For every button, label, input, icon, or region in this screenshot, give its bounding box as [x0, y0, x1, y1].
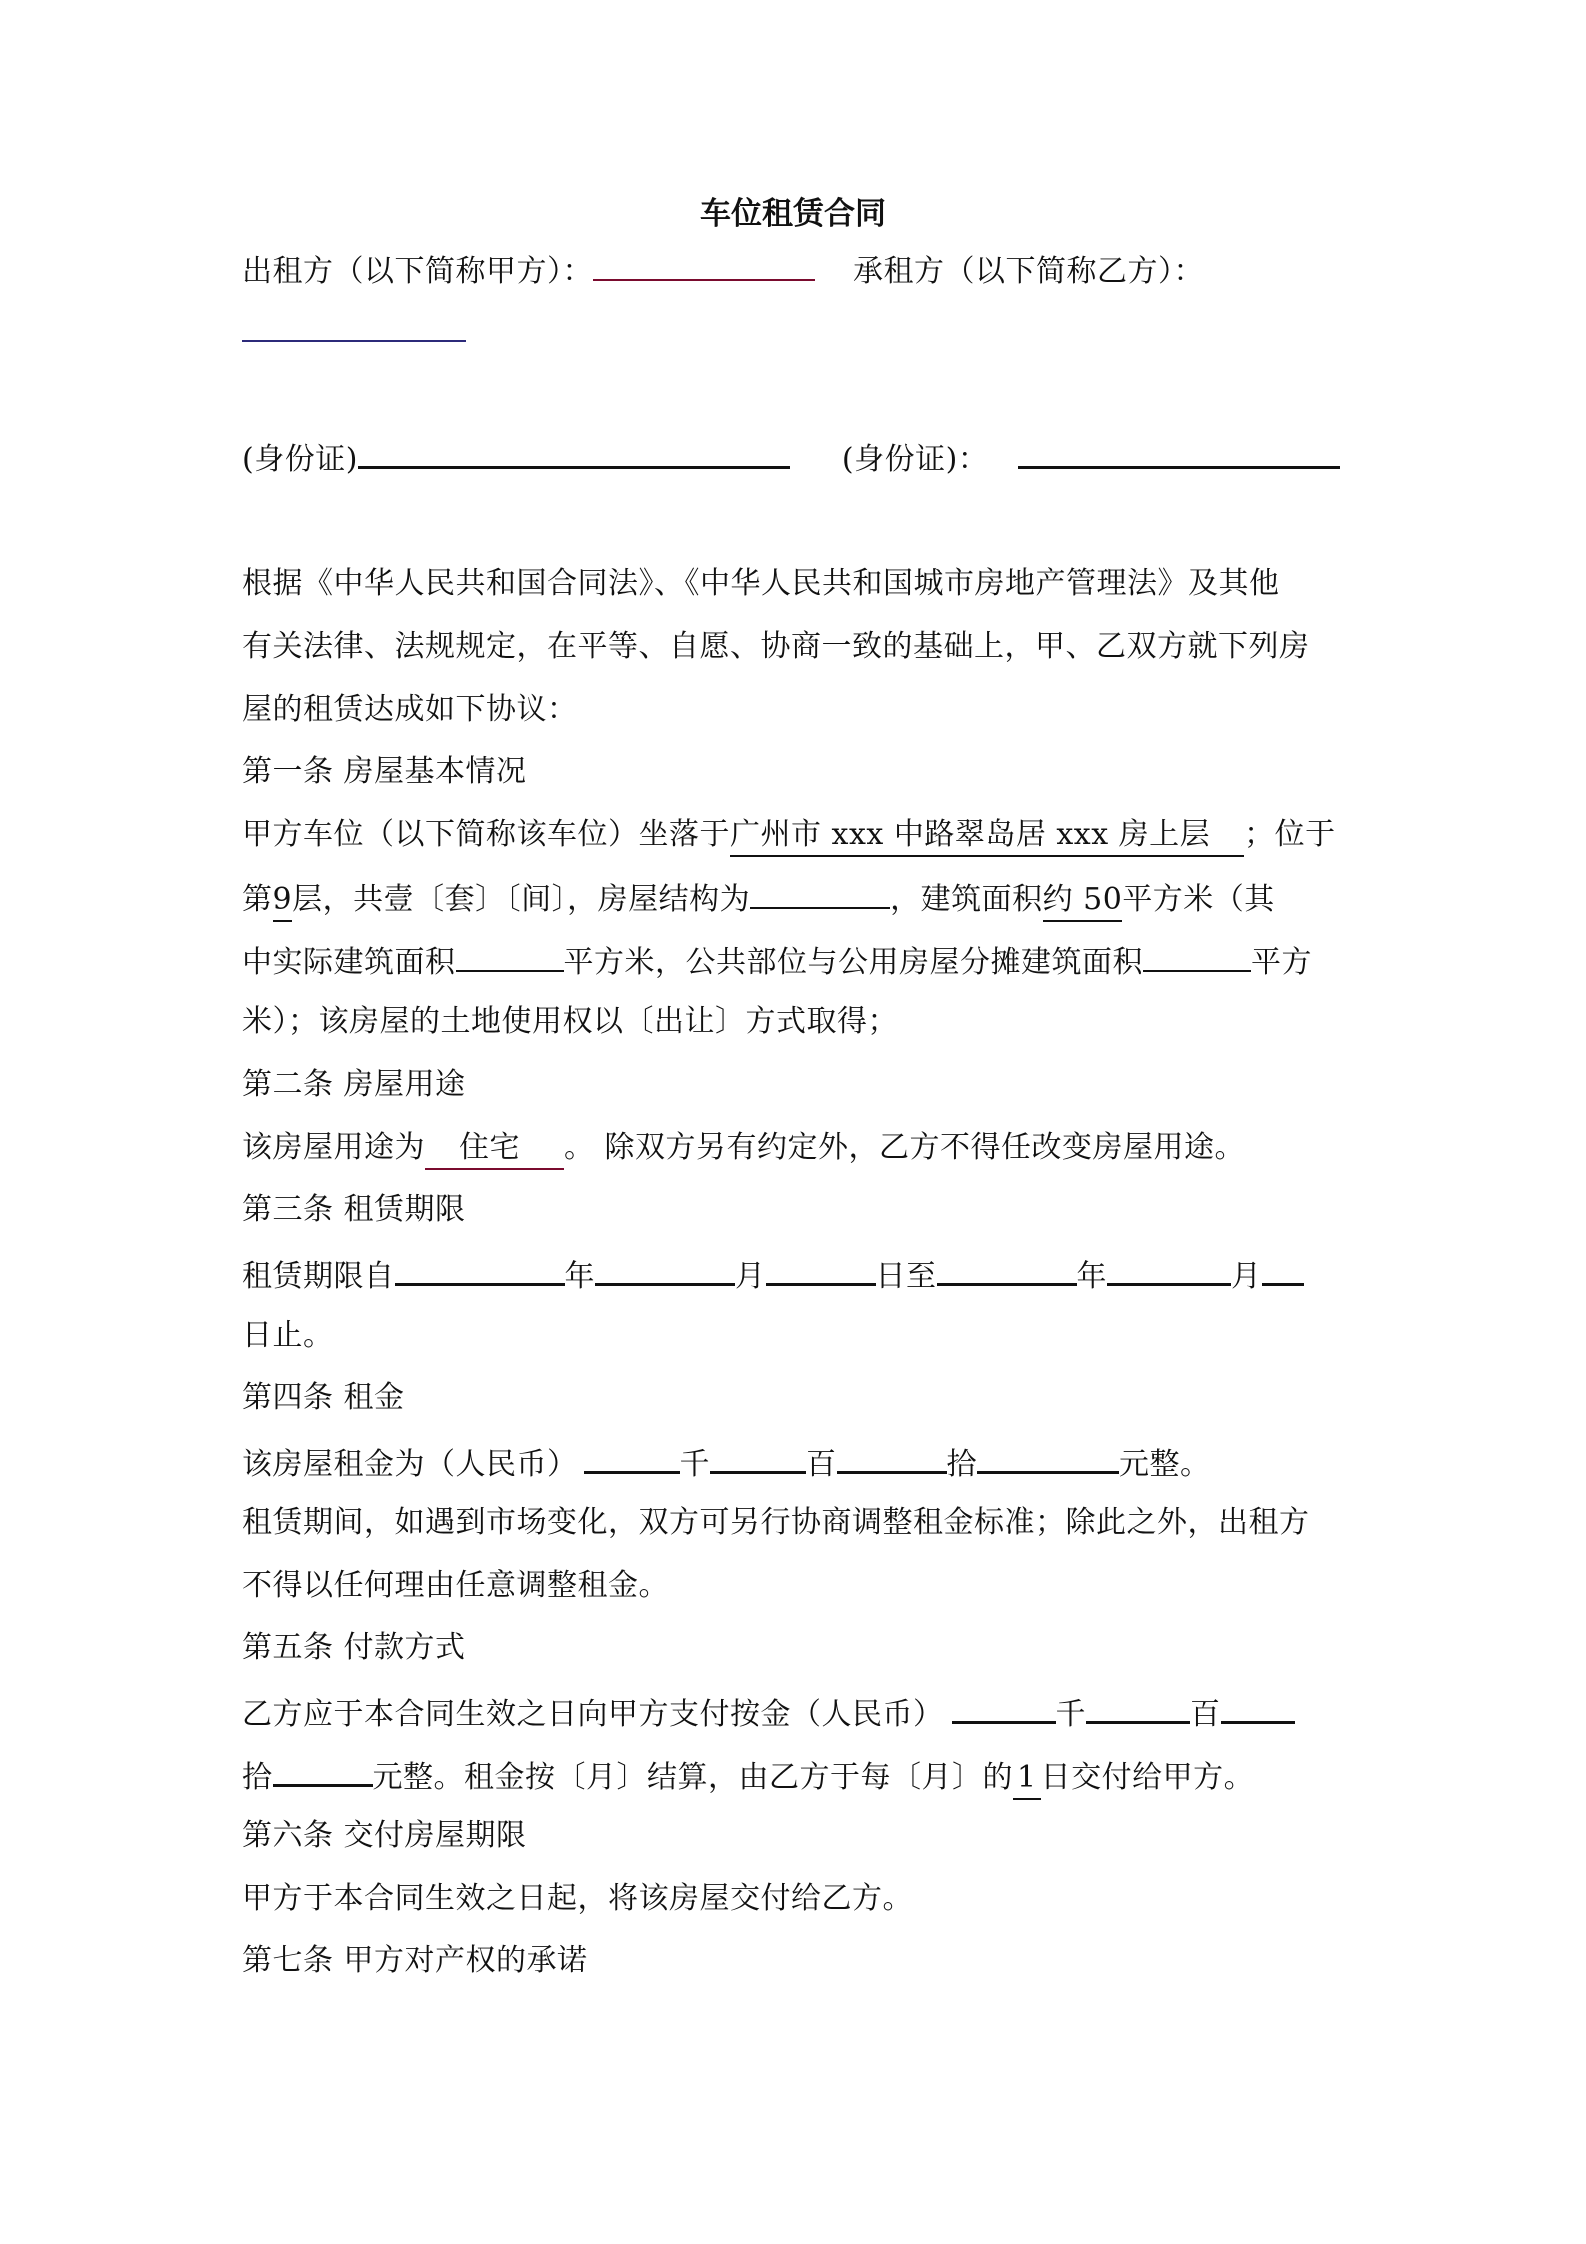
actual-area-field[interactable] [456, 940, 564, 972]
article6-line-1: 甲方于本合同生效之日起，将该房屋交付给乙方。 [242, 1881, 913, 1916]
lessor-id-field[interactable] [358, 436, 790, 469]
deposit-hundreds-field[interactable] [1086, 1691, 1190, 1724]
article1-line-2: 第9层，共壹〔套〕〔间〕，房屋结构为 ，建筑面积约 50平方米（其 [242, 877, 1275, 922]
end-month-field[interactable] [1107, 1253, 1231, 1286]
pay-day-field[interactable]: 1 [1013, 1758, 1041, 1800]
article5-line-2: 拾 元整。租金按〔月〕结算，由乙方于每〔月〕的 1 日交付给甲方。 [242, 1754, 1254, 1800]
article6-heading: 第六条 交付房屋期限 [242, 1818, 527, 1853]
preamble-line-2: 有关法律、法规规定，在平等、自愿、协商一致的基础上，甲、乙双方就下列房 [242, 629, 1310, 664]
lessor-label: 出租方（以下简称甲方）： [242, 254, 593, 289]
article3-heading: 第三条 租赁期限 [242, 1192, 466, 1227]
article4-heading: 第四条 租金 [242, 1380, 405, 1415]
deposit-tens-field[interactable] [1221, 1691, 1295, 1724]
lessee-id-label: (身份证)： [841, 442, 989, 477]
start-day-field[interactable] [766, 1253, 876, 1286]
lessor-id-label: (身份证) [242, 442, 358, 477]
article3-line-2: 日止。 [242, 1318, 334, 1353]
article1-line-1: 甲方车位（以下简称该车位）坐落于广州市 xxx 中路翠岛居 xxx 房上层 ；位于 [242, 815, 1336, 857]
article7-heading: 第七条 甲方对产权的承诺 [242, 1943, 588, 1978]
preamble-line-3: 屋的租赁达成如下协议： [242, 692, 578, 727]
lessee-id-field[interactable] [1018, 436, 1340, 469]
article4-line-1: 该房屋租金为（人民币） 千 百 拾 元整。 [242, 1441, 1211, 1485]
parties-line [242, 249, 1204, 292]
preamble-line-1: 根据《中华人民共和国合同法》、《中华人民共和国城市房地产管理法》及其他 [242, 566, 1280, 601]
usage-field[interactable]: 住宅 [425, 1128, 564, 1170]
rent-thousands-field[interactable] [584, 1441, 680, 1474]
rent-units-field[interactable] [977, 1441, 1119, 1474]
article2-heading: 第二条 房屋用途 [242, 1067, 466, 1102]
start-year-field[interactable] [395, 1253, 565, 1286]
lessor-name-field[interactable] [593, 249, 815, 281]
lessee-name-field[interactable] [242, 310, 466, 342]
area-field[interactable]: 约 50 [1043, 880, 1123, 922]
article5-line-1: 乙方应于本合同生效之日向甲方支付按金（人民币） 千 百 [242, 1691, 1295, 1735]
location-field[interactable]: 广州市 xxx 中路翠岛居 xxx 房上层 [730, 815, 1244, 857]
rent-tens-field[interactable] [837, 1441, 947, 1474]
id-line [242, 436, 1340, 480]
article1-heading: 第一条 房屋基本情况 [242, 754, 527, 789]
deposit-thousands-field[interactable] [952, 1691, 1056, 1724]
end-year-field[interactable] [937, 1253, 1077, 1286]
start-month-field[interactable] [595, 1253, 735, 1286]
article4-line-3: 不得以任何理由任意调整租金。 [242, 1568, 669, 1603]
deposit-units-field[interactable] [273, 1754, 373, 1787]
structure-field[interactable] [750, 877, 890, 909]
lessee-label: 承租方（以下简称乙方）： [853, 254, 1204, 289]
article3-line-1: 租赁期限自 年 月 日至 年 月 [242, 1253, 1304, 1297]
document-title: 车位租赁合同 [700, 196, 886, 232]
floor-field[interactable]: 9 [273, 880, 293, 922]
end-day-field[interactable] [1262, 1253, 1304, 1286]
article4-line-2: 租赁期间，如遇到市场变化，双方可另行协商调整租金标准；除此之外，出租方 [242, 1505, 1310, 1540]
rent-hundreds-field[interactable] [710, 1441, 806, 1474]
article5-heading: 第五条 付款方式 [242, 1630, 466, 1665]
article2-line-1: 该房屋用途为 住宅 。 除双方另有约定外，乙方不得任改变房屋用途。 [242, 1128, 1245, 1170]
shared-area-field[interactable] [1143, 940, 1251, 972]
lessee-name-line [242, 310, 466, 353]
article1-line-4: 米）；该房屋的土地使用权以〔出让〕方式取得； [242, 1004, 898, 1039]
article1-line-3: 中实际建筑面积 平方米，公共部位与公用房屋分摊建筑面积 平方 [242, 940, 1312, 983]
